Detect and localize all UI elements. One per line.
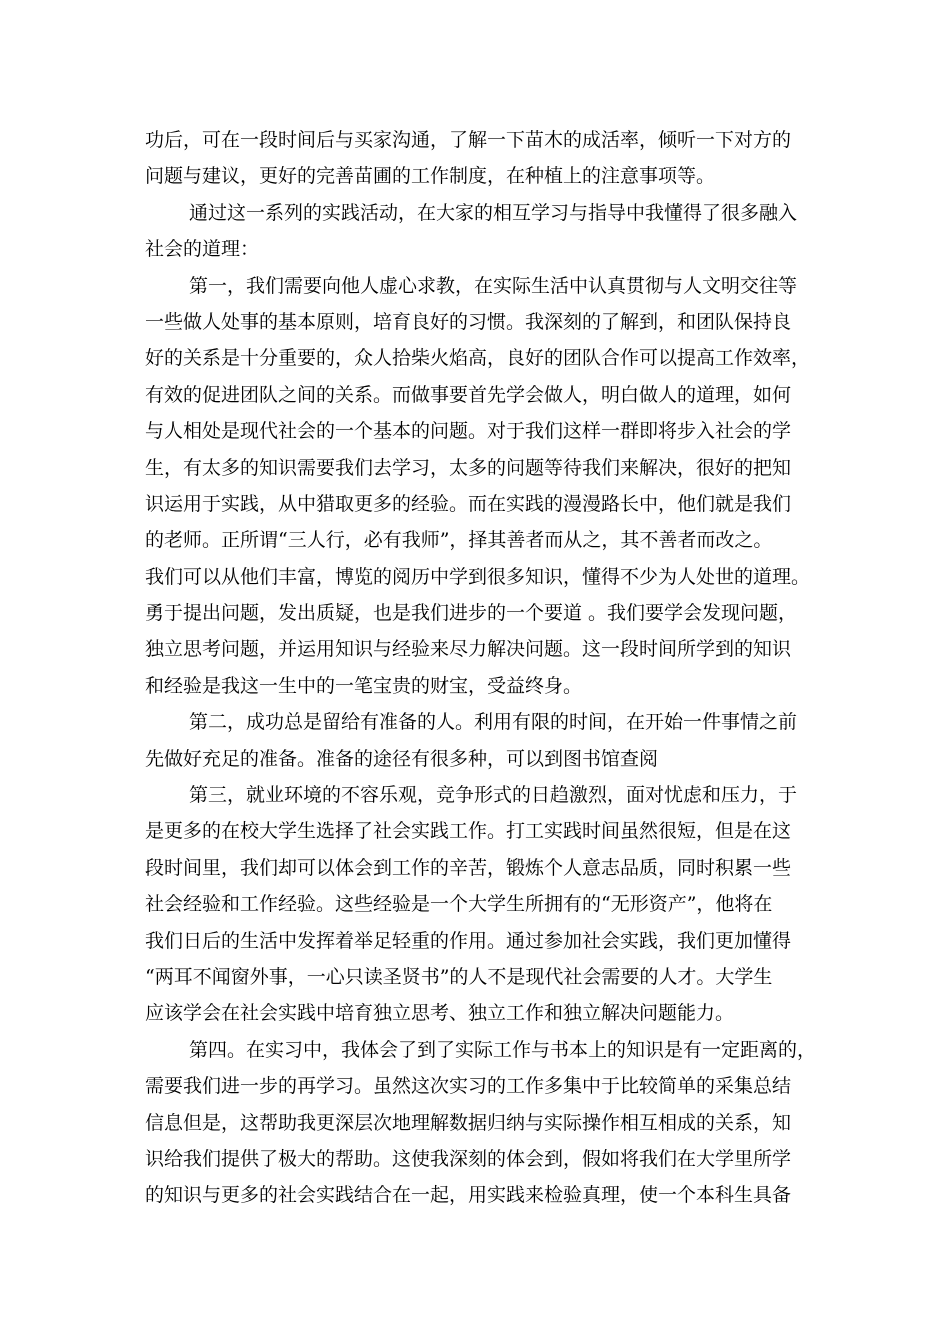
text-line: 应该学会在社会实践中培育独立思考、独立工作和独立解决问题能力。 bbox=[145, 1002, 735, 1025]
text-line: 需要我们进一步的再学习。虽然这次实习的工作多集中于比较简单的采集总结 bbox=[145, 1075, 792, 1098]
text-line: 第二，成功总是留给有准备的人。利用有限的时间，在开始一件事情之前 bbox=[189, 711, 798, 734]
text-line: 第三，就业环境的不容乐观，竞争形式的日趋激烈，面对忧虑和压力，于 bbox=[189, 784, 798, 807]
text-line: 第四。在实习中，我体会了到了实际工作与书本上的知识是有一定距离的， bbox=[189, 1038, 817, 1061]
text-line: 和经验是我这一生中的一笔宝贵的财宝，受益终身。 bbox=[145, 674, 583, 697]
text-line: 的老师。正所谓“三人行，必有我师”，择其善者而从之，其不善者而改之。 bbox=[145, 529, 773, 552]
text-line: 的知识与更多的社会实践结合在一起，用实践来检验真理，使一个本科生具备 bbox=[145, 1184, 792, 1207]
text-line: 信息但是，这帮助我更深层次地理解数据归纳与实际操作相互相成的关系，知 bbox=[145, 1111, 792, 1134]
text-line: 第一，我们需要向他人虚心求教，在实际生活中认真贯彻与人文明交往等 bbox=[189, 274, 798, 297]
text-line: 通过这一系列的实践活动，在大家的相互学习与指导中我懂得了很多融入 bbox=[189, 201, 798, 224]
text-line: 好的关系是十分重要的，众人拾柴火焰高，良好的团队合作可以提高工作效率， bbox=[145, 347, 811, 370]
text-line: 我们日后的生活中发挥着举足轻重的作用。通过参加社会实践，我们更加懂得 bbox=[145, 929, 792, 952]
text-line: 独立思考问题，并运用知识与经验来尽力解决问题。这一段时间所学到的知识 bbox=[145, 638, 792, 661]
text-line: 勇于提出问题，发出质疑，也是我们进步的一个要道 。我们要学会发现问题， bbox=[145, 602, 798, 625]
text-line: 一些做人处事的基本原则，培育良好的习惯。我深刻的了解到，和团队保持良 bbox=[145, 310, 792, 333]
text-line: 段时间里，我们却可以体会到工作的辛苦，锻炼个人意志品质，同时积累一些 bbox=[145, 856, 792, 879]
text-line: 社会经验和工作经验。这些经验是一个大学生所拥有的“无形资产”，他将在 bbox=[145, 893, 773, 916]
document-body bbox=[145, 122, 817, 1214]
text-line: 生，有太多的知识需要我们去学习，太多的问题等待我们来解决，很好的把知 bbox=[145, 456, 792, 479]
text-line: 先做好充足的准备。准备的途径有很多种，可以到图书馆查阅 bbox=[145, 747, 659, 770]
text-line: 是更多的在校大学生选择了社会实践工作。打工实践时间虽然很短，但是在这 bbox=[145, 820, 792, 843]
text-line: 我们可以从他们丰富，博览的阅历中学到很多知识，懂得不少为人处世的道理。 bbox=[145, 565, 811, 588]
text-line: “两耳不闻窗外事，一心只读圣贤书”的人不是现代社会需要的人才。大学生 bbox=[145, 965, 773, 988]
text-line: 识运用于实践，从中猎取更多的经验。而在实践的漫漫路长中，他们就是我们 bbox=[145, 492, 792, 515]
text-line: 问题与建议，更好的完善苗圃的工作制度，在种植上的注意事项等。 bbox=[145, 165, 716, 188]
text-line: 与人相处是现代社会的一个基本的问题。对于我们这样一群即将步入社会的学 bbox=[145, 420, 792, 443]
text-line: 社会的道理： bbox=[145, 238, 260, 261]
text-line: 有效的促进团队之间的关系。而做事要首先学会做人，明白做人的道理，如何 bbox=[145, 383, 792, 406]
text-line: 识给我们提供了极大的帮助。这使我深刻的体会到，假如将我们在大学里所学 bbox=[145, 1147, 792, 1170]
text-line: 功后，可在一段时间后与买家沟通，了解一下苗木的成活率，倾听一下对方的 bbox=[145, 129, 792, 151]
